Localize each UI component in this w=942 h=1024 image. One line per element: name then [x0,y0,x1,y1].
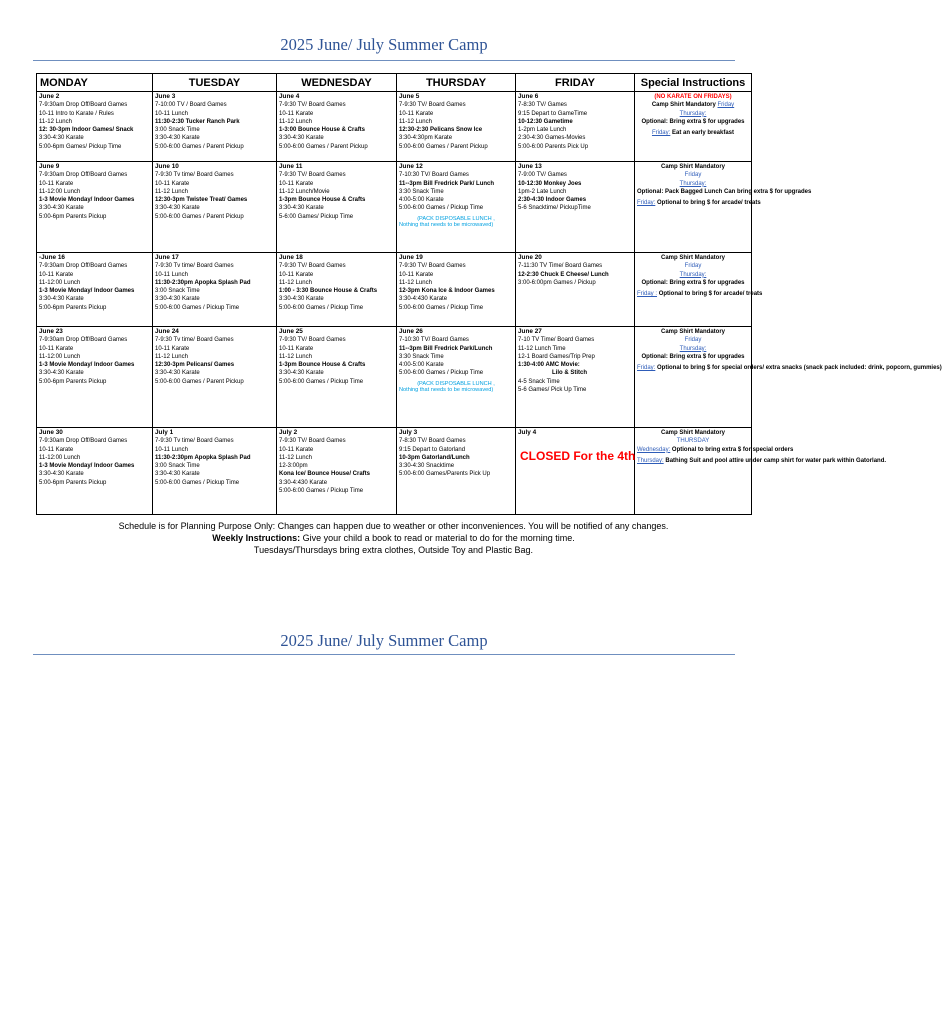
day-cell-tue [153,92,277,162]
day-date: July 2 [279,429,298,436]
activity-line: 10-11 Karate [279,446,314,453]
activity-line: 1-3 Movie Monday/ Indoor Games [39,463,135,470]
closed-notice: CLOSED For the 4th [520,449,636,464]
instruction-text: Optional: Bring extra $ for upgrades [641,353,745,360]
day-date: June 9 [39,163,60,170]
activity-line: 5:00-6:00 Games / Parent Pickup [399,143,488,150]
activity-line: 12: 30-3pm Indoor Games/ Snack [39,127,134,134]
activity-line: 5-6 Games/ Pick Up Time [518,387,587,394]
activity-line: 12-1 Board Games/Trip Prep [518,353,595,360]
day-date: June 20 [518,254,542,261]
day-cell-mon [37,92,153,162]
bring-items-note: Tuesdays/Thursdays bring extra clothes, Outside Toy and Plastic Bag. [253,545,534,555]
activity-line: 5:00-6:00 Parents Pick Up [518,143,589,150]
activity-line: 7-9:00 TV/ Games [518,172,567,179]
page-title: 2025 June/ July Summer Camp [280,35,488,54]
activity-line: 5-6:00 Games/ Pickup Time [279,213,354,220]
instruction-text: Optional: Bring extra $ for upgrades [641,118,745,125]
activity-line: 11-12:00 Lunch [39,454,81,461]
day-cell-mon [37,428,153,515]
weekly-instructions [36,532,751,544]
activity-line: 12:30-2:30 Pelicans Snow Ice [399,127,483,134]
day-cell-mon [37,162,153,253]
instruction-day: Thursday: [679,180,707,187]
activity-line: 3:30-4:30pm Karate [399,135,453,142]
activity-line: 7-10:00 TV / Board Games [155,102,227,109]
day-cell-wed [277,162,397,253]
day-date: June 18 [279,254,303,261]
activity-line: 7-9:30 Tv time/ Board Games [155,337,234,344]
activity-line: 3:30-4:30 Karate [155,370,200,377]
weekly-instructions-label: Weekly Instructions: [212,533,301,543]
activity-line: 11-12 Lunch [279,279,312,286]
activity-line: 5:00-6:00 Games / Parent Pickup [155,378,244,385]
activity-line: 10-11 Karate [279,345,314,352]
day-date: June 23 [39,328,63,335]
activity-line: 7-11:30 TV Time/ Board Games [518,263,603,270]
day-date: June 11 [279,163,303,170]
activity-line: 7-9:30 Tv time/ Board Games [155,263,234,270]
activity-line: 11-12:00 Lunch [39,279,81,286]
week-row [37,428,752,515]
instruction-text: Optional to bring extra $ for special orders [671,446,794,453]
shirt-day: THURSDAY [676,438,710,445]
activity-line: 10-11 Karate [279,271,314,278]
special-instructions-cell [635,92,752,162]
lunch-note: (PACK DISPOSABLE LUNCH , [417,215,495,222]
day-cell-fri [516,253,635,327]
activity-line: 3:30-4:30 Karate [155,135,200,142]
day-date: -June 16 [39,254,65,261]
activity-line: 12-2:30 Chuck E Cheese/ Lunch [518,271,609,278]
instruction-day: Wednesday: [637,446,671,453]
day-cell-thu [397,327,516,428]
activity-line: 11-12 Lunch [155,353,188,360]
day-cell-tue [153,253,277,327]
instruction-text: Eat an early breakfast [671,130,735,137]
header-row [37,74,752,92]
activity-line: 4:00-5:00 Karate [399,362,444,369]
activity-line: 10-12:30 Monkey Joes [518,180,582,187]
activity-line: 4-5 Snack Time [518,378,560,385]
activity-line: 11:30-2:30pm Apopka Splash Pad [155,279,251,286]
day-cell-fri [516,428,635,515]
shirt-day: Friday [684,337,702,344]
activity-line: 11-12 Lunch [279,353,312,360]
activity-line: 10-11 Karate [279,110,314,117]
activity-line: 1-3 Movie Monday/ Indoor Games [39,362,135,369]
activity-line: 11-12:00 Lunch [39,188,81,195]
activity-line: 7-9:30 TV/ Board Games [399,263,466,270]
activity-line: 12:30-3pm Twistee Treat/ Games [155,197,248,204]
activity-line: 11-12 Lunch [39,118,72,125]
special-instructions-cell [635,253,763,327]
activity-line: 7-9:30 TV/ Board Games [279,438,346,445]
schedule-table [36,73,942,515]
day-cell-wed [277,253,397,327]
shirt-mandatory: Camp Shirt Mandatory [660,329,725,335]
activity-line: 7-9:30 TV/ Board Games [279,263,346,270]
day-date: June 6 [518,93,539,100]
activity-line: 10-11 Intro to Karate / Rules [39,110,114,117]
instruction-day: Thursday: [679,271,707,278]
day-cell-fri [516,327,635,428]
activity-line: 3:30-4:30 Karate [39,205,84,212]
activity-line: 10-11 Lunch [155,110,188,117]
day-date: June 2 [39,93,60,100]
activity-line: 12:30-3pm Pelicans/ Games [155,362,235,369]
activity-line: 10-11 Lunch [155,271,188,278]
activity-line: 1-3:00 Bounce House & Crafts [279,127,366,134]
week-row [37,327,752,428]
activity-line: 5:00-6pm Parents Pickup [39,304,107,311]
shirt-mandatory: Camp Shirt Mandatory [660,164,725,170]
header-monday: MONDAY [37,74,153,92]
activity-line: 7-9:30am Drop Off/Board Games [39,438,128,445]
instruction-day: Friday: [637,200,656,207]
activity-line: 5:00-6:00 Games / Pickup Time [399,205,484,212]
activity-line: 7-10 TV Time/ Board Games [518,337,595,344]
activity-line: 5:00-6pm Parents Pickup [39,479,107,486]
activity-line: 3:30-4:30 Karate [279,370,324,377]
header-wednesday: WEDNESDAY [277,74,397,92]
activity-line: 7-9:30 TV/ Board Games [279,337,346,344]
activity-line: 5:00-6:00 Games / Pickup Time [155,304,240,311]
week-row [37,253,752,327]
activity-line: 10-11 Karate [39,446,74,453]
lunch-note-detail: Nothing that needs to be microwaved) [399,387,494,394]
day-cell-fri [516,162,635,253]
activity-line: 7-8:30 TV/ Games [518,102,567,109]
week-row [37,92,752,162]
activity-line: 11-12 Lunch [399,279,432,286]
instruction-text: Optional to bring $ for arcade/ treats [657,200,761,207]
activity-line: 7-9:30 TV/ Board Games [279,102,346,109]
activity-line: 3:00 Snack Time [155,127,200,134]
activity-line: 3:00 Snack Time [155,288,200,295]
day-cell-thu [397,162,516,253]
activity-line: 5:00-6pm Games/ Pickup Time [39,143,122,150]
activity-line: 2:30-4:30 Indoor Games [518,197,587,204]
activity-line: 5:00-6:00 Games / Pickup Time [399,304,484,311]
activity-line: 3:30-4:30 Karate [279,296,324,303]
activity-line: 5:00-6:00 Games / Pickup Time [279,378,364,385]
activity-line: 9:15 Depart to Gatorland [399,446,466,453]
title-rule [33,60,735,61]
no-karate-note: (NO KARATE ON FRIDAYS) [654,94,732,100]
special-instructions-cell [635,327,942,428]
activity-line: 12-3:00pm [279,463,308,470]
activity-line: 10-11 Karate [279,180,314,187]
day-date: June 10 [155,163,179,170]
activity-line: 10-3pm Gatorland/Lunch [399,454,470,461]
activity-line: 5:00-6:00 Games / Parent Pickup [279,143,368,150]
instruction-day: Thursday: [679,345,707,352]
shirt-mandatory: Camp Shirt Mandatory [660,255,725,261]
day-date: June 27 [518,328,542,335]
instruction-day: Thursday: [637,457,664,464]
title-rule-repeat [33,654,735,655]
activity-line: 11-12 Lunch [279,454,312,461]
day-date: June 12 [399,163,423,170]
day-date: June 5 [399,93,420,100]
day-cell-thu [397,253,516,327]
instruction-day: Thursday: [679,110,707,117]
activity-line: 5-6 Snacktime/ PickupTime [518,205,591,212]
instruction-day: Friday : [637,291,658,298]
activity-line: 3:30-4:430 Karate [399,296,448,303]
page-title-repeat: 2025 June/ July Summer Camp [280,631,488,650]
day-cell-tue [153,327,277,428]
day-date: June 13 [518,163,542,170]
activity-line: 11-12:00 Lunch [39,353,81,360]
activity-line: 5:00-6:00 Games / Pickup Time [399,370,484,377]
activity-line: 3:30-4:30 Karate [155,471,200,478]
activity-line: 7-9:30am Drop Off/Board Games [39,337,128,344]
shirt-day: Friday [684,172,702,179]
activity-line: 7-9:30am Drop Off/Board Games [39,102,128,109]
activity-line: 3:30-4:30 Karate [39,135,84,142]
activity-line: 7-9:30 TV/ Board Games [399,102,466,109]
activity-line: 7-9:30am Drop Off/Board Games [39,172,128,179]
day-date: July 3 [399,429,418,436]
day-cell-thu [397,428,516,515]
activity-line: 12-3pm Kona Ice & Indoor Games [399,288,495,295]
activity-line: 2:30-4:30 Games-Movies [518,135,586,142]
day-date: June 24 [155,328,179,335]
activity-line: 10-11 Karate [399,110,434,117]
instruction-text: Bathing Suit and pool attire under camp shirt for water park within Gatorland. [665,457,887,464]
activity-line: 5:00-6pm Parents Pickup [39,213,107,220]
special-instructions-cell [635,428,887,515]
activity-line: 3:00-6:00pm Games / Pickup [518,279,596,286]
activity-line: 11-12 Lunch [279,118,312,125]
activity-line: 10-11 Karate [399,271,434,278]
activity-line: 1-3 Movie Monday/ Indoor Games [39,197,135,204]
activity-line: 3:30-4:30 Karate [155,296,200,303]
header-special-instructions: Special Instructions [635,74,752,92]
activity-line: 3:30-4:30 Karate [39,471,84,478]
lunch-note-detail: Nothing that needs to be microwaved) [399,222,494,229]
special-instructions-cell [635,162,812,253]
activity-line: 3:30-4:30 Karate [39,370,84,377]
activity-line: 7-10:30 TV/ Board Games [399,337,469,344]
activity-line: 11-12 Lunch [399,118,432,125]
activity-line: 11-12 Lunch Time [518,345,566,352]
day-cell-tue [153,428,277,515]
activity-line: 3:00 Snack Time [155,463,200,470]
instruction-day: Friday: [651,130,671,137]
activity-line: 10-11 Karate [39,271,74,278]
header-friday: FRIDAY [516,74,635,92]
activity-line: 5:00-6pm Parents Pickup [39,378,107,385]
instruction-text: Optional to bring $ for special orders/ extra snacks (snack pack included: drink, popcorn, gummies) [657,365,942,372]
instruction-text: Optional to bring $ for arcade/ treats [658,291,763,298]
activity-line: 5:00-6:00 Games / Pickup Time [279,488,364,495]
instruction-text: Optional: Bring extra $ for upgrades [641,279,745,286]
shirt-mandatory: Camp Shirt Mandatory [651,102,716,109]
day-date: June 25 [279,328,303,335]
activity-line: 3:30 Snack Time [399,188,444,195]
activity-line: 3:30 Snack Time [399,353,444,360]
activity-line: Kona Ice/ Bounce House/ Crafts [279,471,371,478]
day-cell-wed [277,92,397,162]
week-row [37,162,752,253]
activity-line: 1-3pm Bounce House & Crafts [279,362,366,369]
activity-line: 11-12 Lunch/Movie [279,188,330,195]
day-date: June 30 [39,429,63,436]
activity-line: 3:30-4:30 Karate [279,135,324,142]
shirt-mandatory: Camp Shirt Mandatory [660,430,725,436]
lunch-note: (PACK DISPOSABLE LUNCH , [417,380,495,387]
activity-line: 1-3 Movie Monday/ Indoor Games [39,288,135,295]
activity-line: 3:30-4:30 Snacktime [399,463,455,470]
weekly-instructions-text: Give your child a book to read or material to do for the morning time. [300,533,575,543]
activity-line: 5:00-6:00 Games / Pickup Time [279,304,364,311]
day-cell-mon [37,253,153,327]
activity-line: 10-11 Karate [155,345,190,352]
day-cell-wed [277,428,397,515]
shirt-day: Friday [717,102,735,109]
activity-line: 3:30-4:30 Karate [279,205,324,212]
day-cell-mon [37,327,153,428]
activity-line: 7-9:30 TV/ Board Games [279,172,346,179]
activity-line: 3:30-4:30 Karate [39,296,84,303]
activity-line: 5:00-6:00 Games/Parents Pick Up [399,471,491,478]
activity-line: 10-11 Karate [155,180,190,187]
activity-line: 10-11 Karate [39,345,74,352]
activity-line: 1pm-2 Late Lunch [518,188,567,195]
activity-line: 5:00-6:00 Games / Parent Pickup [155,213,244,220]
activity-line: 10-12:30 Gametime [518,118,573,125]
activity-line: 5:00-6:00 Games / Pickup Time [155,479,240,486]
day-date: June 4 [279,93,300,100]
activity-line: 10-11 Lunch [155,446,188,453]
activity-line: 1-3pm Bounce House & Crafts [279,197,366,204]
header-thursday: THURSDAY [397,74,516,92]
shirt-day: Friday [684,263,702,270]
activity-line: Lilo & Stitch [552,370,587,377]
day-cell-wed [277,327,397,428]
activity-line: 4:00-5:00 Karate [399,197,444,204]
day-cell-thu [397,92,516,162]
schedule-notes [36,520,751,556]
day-cell-tue [153,162,277,253]
planning-note: Schedule is for Planning Purpose Only: Changes can happen due to weather or other inconveniences. You will be notified of any changes. [118,521,669,531]
instruction-day: Friday: [637,365,656,372]
activity-line: 11:30-2:30 Tucker Ranch Park [155,118,240,125]
activity-line: 7-9:30 Tv time/ Board Games [155,172,234,179]
day-date: July 4 [518,429,537,436]
activity-line: 11--3pm Bill Fredrick Park/ Lunch [399,180,495,187]
activity-line: 1:00 - 3:30 Bounce House & Crafts [279,288,378,295]
day-date: June 3 [155,93,176,100]
activity-line: 7-10:30 TV/ Board Games [399,172,469,179]
activity-line: 1:30-4:00 AMC Movie: [518,362,580,369]
activity-line: 5:00-6:00 Games / Parent Pickup [155,143,244,150]
header-tuesday: TUESDAY [153,74,277,92]
activity-line: 10-11 Karate [39,180,74,187]
activity-line: 1-2pm Late Lunch [518,127,567,134]
activity-line: 7-8:30 TV/ Board Games [399,438,466,445]
activity-line: 11--3pm Bill Fredrick Park/Lunch [399,345,493,352]
day-date: June 17 [155,254,179,261]
activity-line: 7-9:30am Drop Off/Board Games [39,263,128,270]
activity-line: 11-12 Lunch [155,188,188,195]
activity-line: 9:15 Depart to GameTime [518,110,588,117]
day-date: June 26 [399,328,423,335]
activity-line: 7-9:30 Tv time/ Board Games [155,438,234,445]
activity-line: 3:30-4:30 Karate [155,205,200,212]
day-cell-fri [516,92,635,162]
activity-line: 3:30-4:430 Karate [279,479,328,486]
activity-line: 11:30-2:30pm Apopka Splash Pad [155,454,251,461]
day-date: June 19 [399,254,423,261]
day-date: July 1 [155,429,174,436]
instruction-text: Optional: Pack Bagged Lunch Can bring extra $ for upgrades [637,188,812,195]
